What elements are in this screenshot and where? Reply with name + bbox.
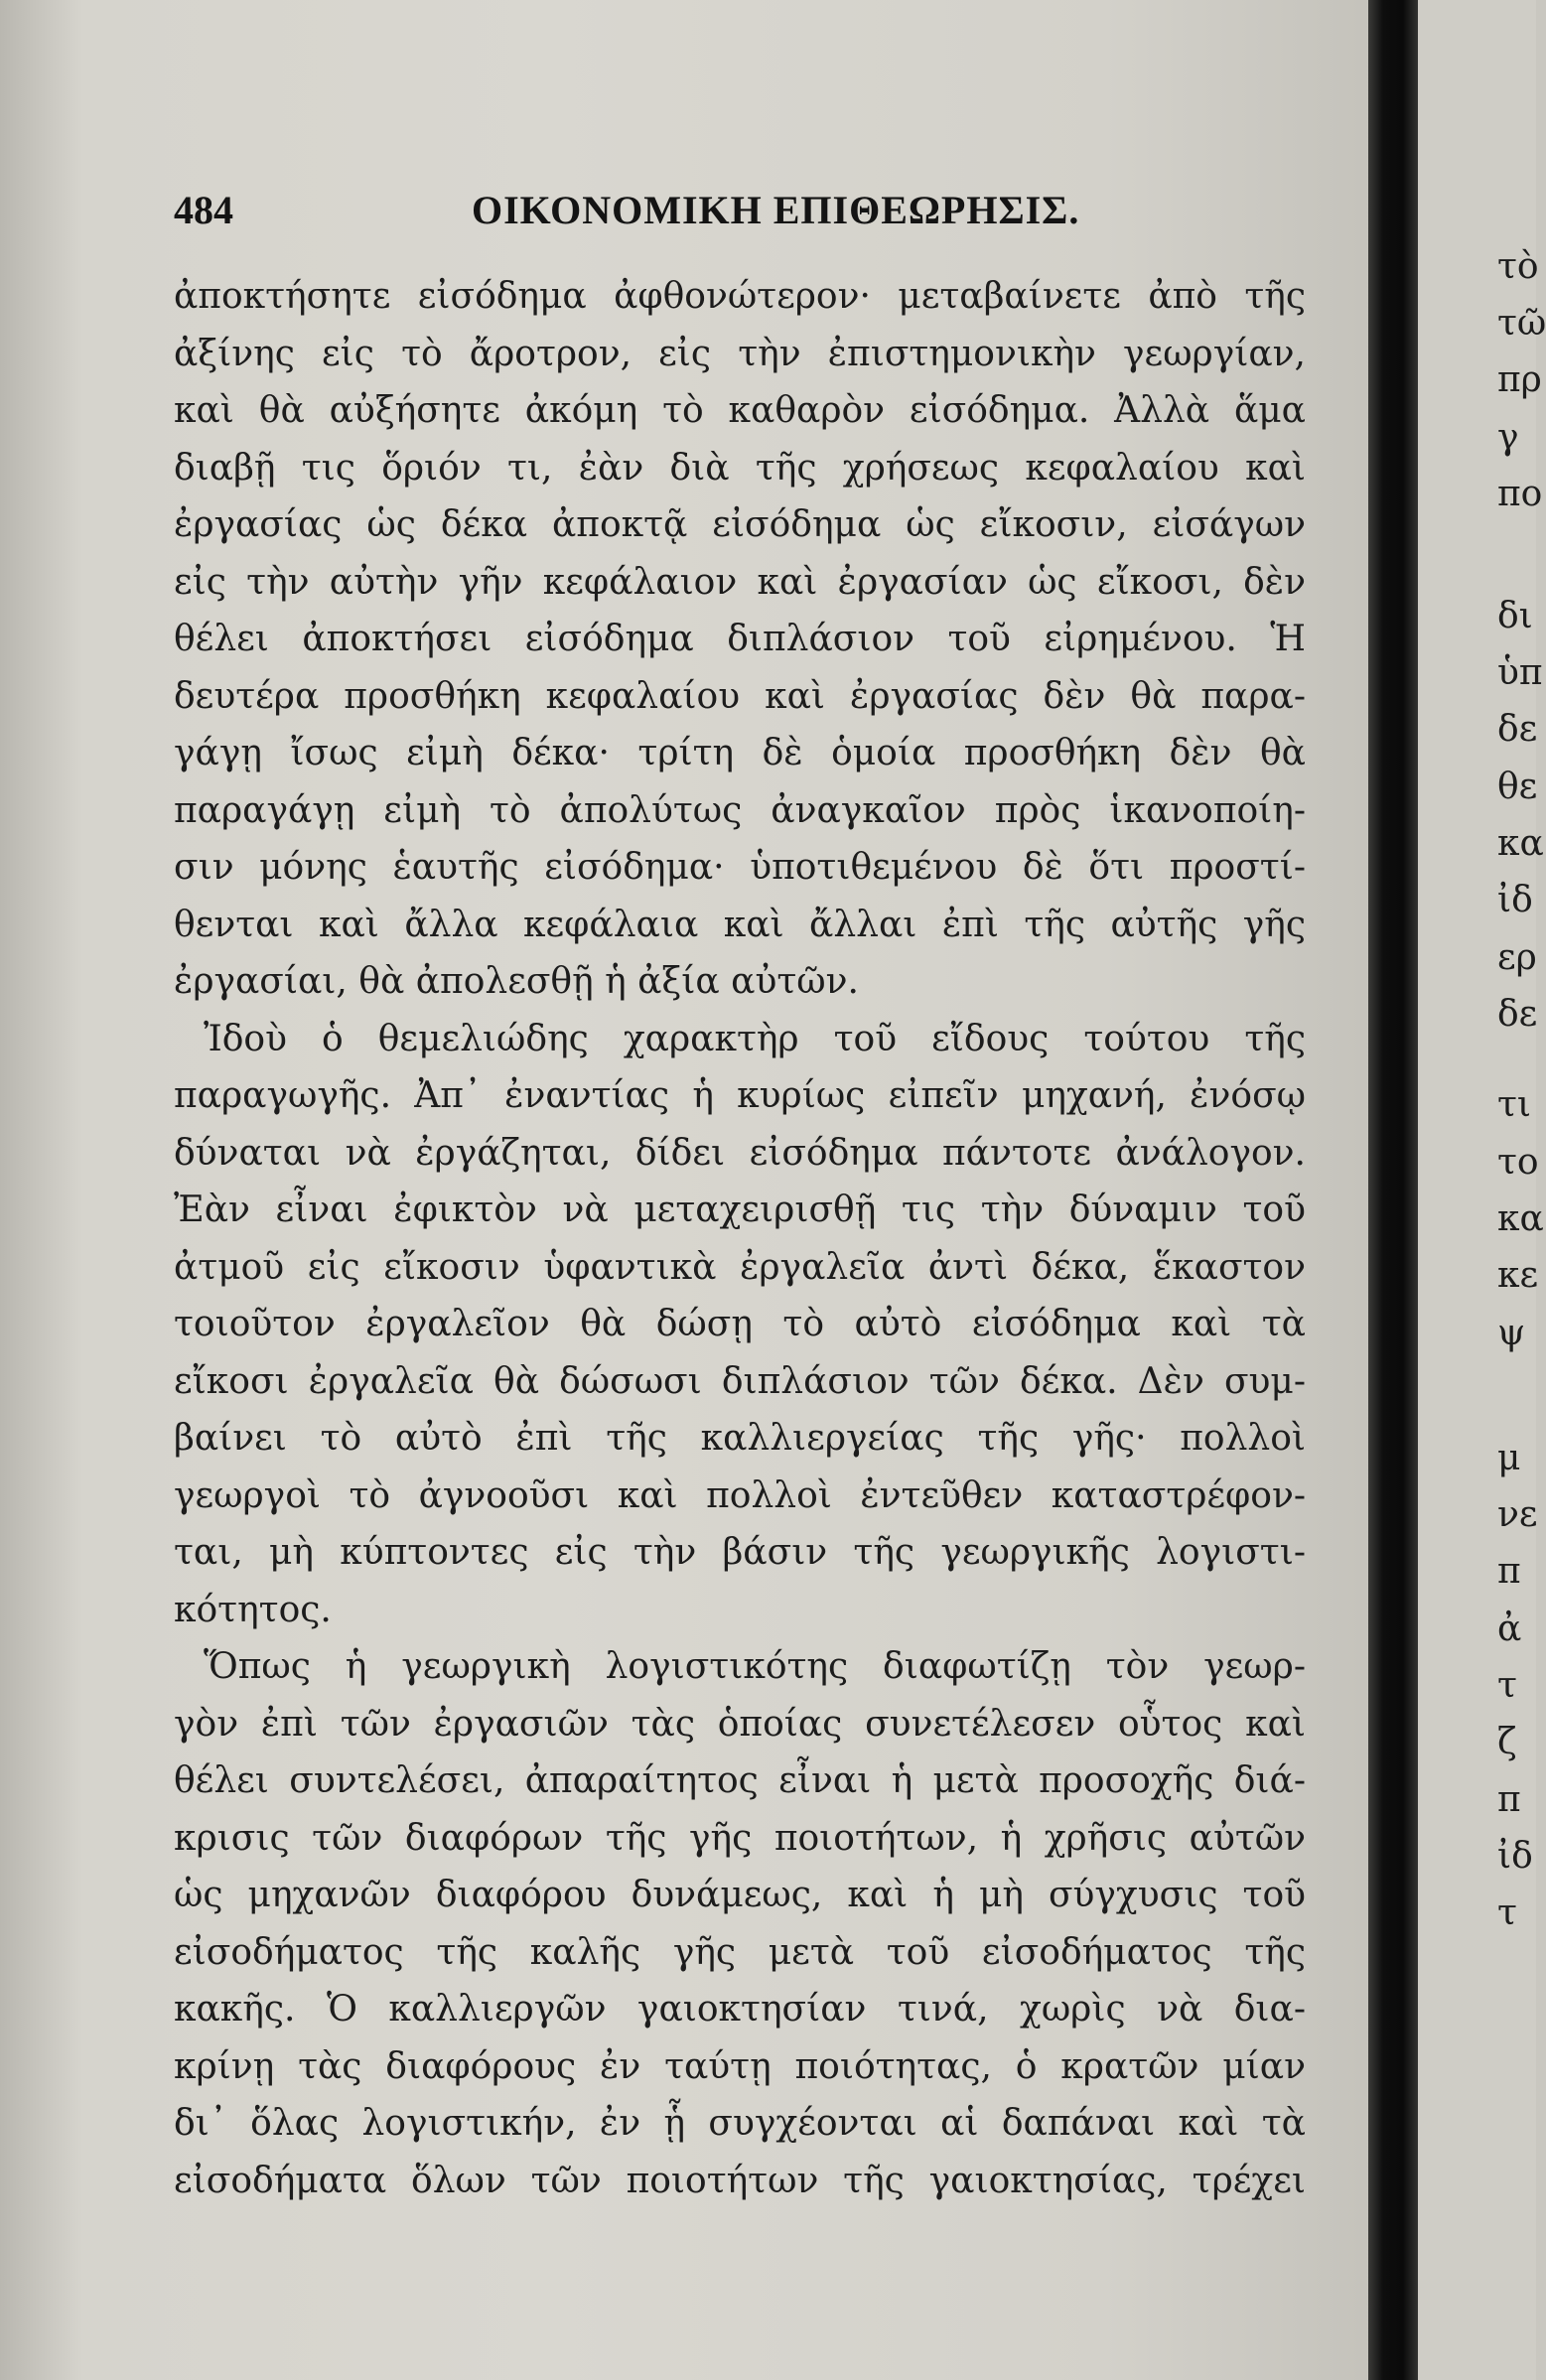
- text-line: δι᾽ ὅλας λογιστικήν, ἐν ᾗ συγχέονται αἱ δαπάναι καὶ τὰ: [174, 2103, 1306, 2144]
- text-line: Ὅπως ἡ γεωργικὴ λογιστικότης διαφωτίζῃ τὸν γεωρ-: [204, 1646, 1306, 1687]
- edge-fragment: κα: [1497, 1198, 1544, 1239]
- edge-fragment: δε: [1497, 709, 1538, 750]
- text-line: ἐργασίας ὡς δέκα ἀποκτᾷ εἰσόδημα ὡς εἴκοσιν, εἰσάγων: [174, 504, 1306, 545]
- edge-fragment: νε: [1497, 1494, 1538, 1535]
- text-line: ἀξίνης εἰς τὸ ἄροτρον, εἰς τὴν ἐπιστημονικὴν γεωργίαν,: [174, 333, 1306, 374]
- text-line: ἀποκτήσητε εἰσόδημα ἀφθονώτερον· μεταβαίνετε ἀπὸ τῆς: [174, 276, 1306, 317]
- text-line: τοιοῦτον ἐργαλεῖον θὰ δώσῃ τὸ αὐτὸ εἰσόδημα καὶ τὰ: [174, 1304, 1306, 1344]
- text-line: βαίνει τὸ αὐτὸ ἐπὶ τῆς καλλιεργείας τῆς γῆς· πολλοὶ: [174, 1418, 1306, 1459]
- edge-fragment: θε: [1497, 767, 1538, 807]
- text-line: ἀτμοῦ εἰς εἴκοσιν ὑφαντικὰ ἐργαλεῖα ἀντὶ δέκα, ἕκαστον: [174, 1246, 1306, 1288]
- edge-fragment: ἀ: [1497, 1609, 1522, 1649]
- text-line: θενται καὶ ἄλλα κεφάλαια καὶ ἄλλαι ἐπὶ τῆς αὐτῆς γῆς: [174, 904, 1306, 945]
- edge-fragment: κα: [1497, 823, 1544, 864]
- edge-fragment: ψ: [1497, 1313, 1526, 1353]
- text-line: Ἰδοὺ ὁ θεμελιώδης χαρακτὴρ τοῦ εἴδους τούτου τῆς: [204, 1018, 1306, 1059]
- edge-fragment: τῶ: [1497, 303, 1546, 344]
- text-line: εἰσοδήματος τῆς καλῆς γῆς μετὰ τοῦ εἰσοδήματος τῆς: [174, 1931, 1306, 1973]
- edge-fragment: το: [1497, 1142, 1539, 1183]
- text-line: ἐργασίαι, θὰ ἀπολεσθῇ ἡ ἀξία αὐτῶν.: [174, 961, 859, 1002]
- text-line: εἰσοδήματα ὅλων τῶν ποιοτήτων τῆς γαιοκτησίας, τρέχει: [174, 2160, 1306, 2201]
- edge-fragment: π: [1497, 1551, 1521, 1592]
- edge-fragment: π: [1497, 1779, 1521, 1820]
- paragraph-2: [174, 1011, 1306, 1639]
- text-line: γεωργοὶ τὸ ἀγνοοῦσι καὶ πολλοὶ ἐντεῦθεν καταστρέφον-: [174, 1474, 1306, 1516]
- text-line: κακῆς. Ὁ καλλιεργῶν γαιοκτησίαν τινά, χωρὶς νὰ δια-: [174, 1989, 1306, 2030]
- edge-fragment: δε: [1497, 994, 1538, 1035]
- book-gutter: [1368, 0, 1418, 2380]
- edge-fragment: τ: [1497, 1665, 1517, 1706]
- text-line: παραγάγῃ εἰμὴ τὸ ἀπολύτως ἀναγκαῖον πρὸς ἱκανοποίη-: [174, 789, 1306, 831]
- edge-fragment: κε: [1497, 1255, 1539, 1296]
- edge-fragment: τὸ: [1497, 246, 1539, 287]
- book-page-right-edge: [1418, 0, 1546, 2380]
- text-line: εἴκοσι ἐργαλεῖα θὰ δώσωσι διπλάσιον τῶν δέκα. Δὲν συμ-: [174, 1360, 1306, 1402]
- text-line: ὡς μηχανῶν διαφόρου δυνάμεως, καὶ ἡ μὴ σύγχυσις τοῦ: [174, 1875, 1306, 1915]
- text-line: γὸν ἐπὶ τῶν ἐργασιῶν τὰς ὁποίας συνετέλεσεν οὗτος καὶ: [174, 1703, 1306, 1745]
- edge-fragment: ἰδ: [1497, 880, 1533, 920]
- text-line: εἰς τὴν αὐτὴν γῆν κεφάλαιον καὶ ἐργασίαν ὡς εἴκοσι, δὲν: [174, 561, 1306, 603]
- text-line: διαβῇ τις ὅριόν τι, ἐὰν διὰ τῆς χρήσεως κεφαλαίου καὶ: [174, 447, 1306, 489]
- text-line: δύναται νὰ ἐργάζηται, δίδει εἰσόδημα πάντοτε ἀνάλογον.: [174, 1132, 1306, 1174]
- paragraph-3: [174, 1638, 1306, 2209]
- text-line: ται, μὴ κύπτοντες εἰς τὴν βάσιν τῆς γεωργικῆς λογιστι-: [174, 1532, 1306, 1573]
- edge-fragment: ὑπ: [1497, 652, 1543, 693]
- running-title: ΟΙΚΟΝΟΜΙΚΗ ΕΠΙΘΕΩΡΗΣΙΣ.: [472, 188, 1080, 232]
- paragraph-1: [174, 268, 1306, 1011]
- page-header: [174, 177, 1296, 246]
- text-line: δευτέρα προσθήκη κεφαλαίου καὶ ἐργασίας δὲν θὰ παρα-: [174, 675, 1306, 717]
- edge-fragment: δι: [1497, 596, 1533, 636]
- edge-fragment: πρ: [1497, 359, 1542, 400]
- text-line: θέλει συντελέσει, ἀπαραίτητος εἶναι ἡ μετὰ προσοχῆς διά-: [174, 1760, 1306, 1801]
- text-line: καὶ θὰ αὐξήσητε ἀκόμη τὸ καθαρὸν εἰσόδημα. Ἀλλὰ ἅμα: [174, 390, 1306, 431]
- edge-fragment: γ: [1497, 417, 1519, 458]
- text-line: παραγωγῆς. Ἀπ᾽ ἐναντίας ἡ κυρίως εἰπεῖν μηχανή, ἐνόσῳ: [174, 1075, 1306, 1116]
- text-line: Ἐὰν εἶναι ἐφικτὸν νὰ μεταχειρισθῇ τις τὴν δύναμιν τοῦ: [174, 1190, 1306, 1230]
- text-line: θέλει ἀποκτήσει εἰσόδημα διπλάσιον τοῦ εἰρημένου. Ἡ: [174, 619, 1306, 659]
- edge-fragment: ζ: [1497, 1722, 1517, 1762]
- edge-fragment: πο: [1497, 474, 1543, 514]
- text-line: γάγῃ ἴσως εἰμὴ δέκα· τρίτη δὲ ὁμοία προσθήκη δὲν θὰ: [174, 733, 1306, 773]
- edge-fragment: ερ: [1497, 937, 1537, 978]
- page-number: 484: [174, 188, 233, 232]
- body-text: [174, 268, 1306, 2209]
- edge-fragment: ἰδ: [1497, 1836, 1533, 1877]
- text-line: κρίνῃ τὰς διαφόρους ἐν ταύτῃ ποιότητας, ὁ κρατῶν μίαν: [174, 2045, 1306, 2087]
- text-line: κότητος.: [174, 1589, 332, 1630]
- edge-fragment: τι: [1497, 1084, 1532, 1125]
- edge-fragment: μ: [1497, 1438, 1521, 1478]
- text-line: κρισις τῶν διαφόρων τῆς γῆς ποιοτήτων, ἡ χρῆσις αὐτῶν: [174, 1817, 1306, 1859]
- text-line: σιν μόνης ἑαυτῆς εἰσόδημα· ὑποτιθεμένου δὲ ὅτι προστί-: [174, 847, 1306, 888]
- edge-fragment: τ: [1497, 1892, 1517, 1933]
